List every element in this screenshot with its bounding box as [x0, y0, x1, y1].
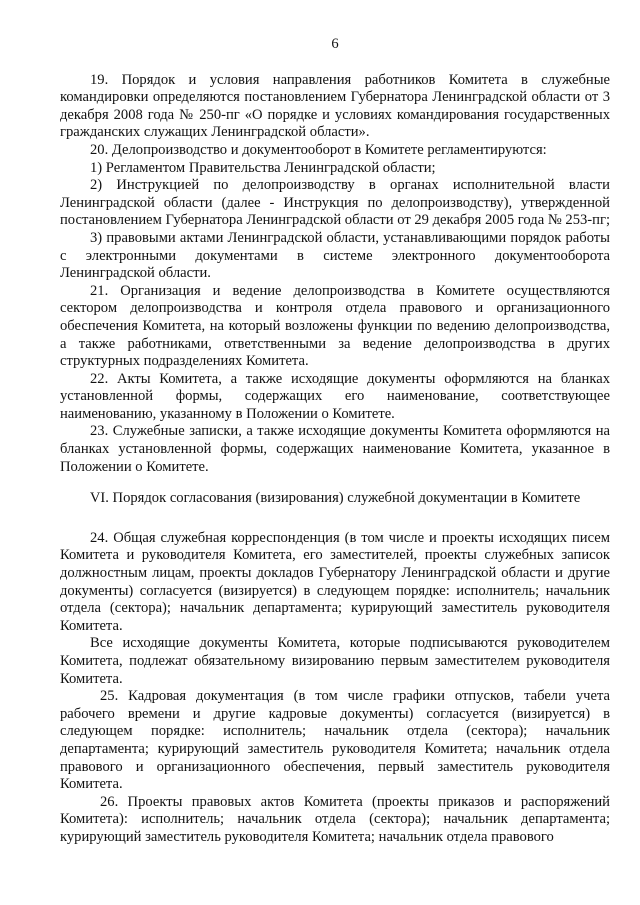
paragraph-24: 24. Общая служебная корреспонденция (в том числе и проекты исходящих писем Комитета и руководителя Комитета, его заместителей, проекты служебных записок должностным лицам, проекты докладов Губернатору Ленинградской области и другие документы) согласуется (визируется) в следующем порядке: исполнитель; начальник отдела (сектора); начальник департамента; курирующий заместитель руководителя Комитета.	[60, 529, 610, 634]
paragraph-26: 26. Проекты правовых актов Комитета (проекты приказов и распоряжений Комитета): исполнитель; начальник отдела (сектора); начальник департамента; курирующий заместитель руководителя Комитета; начальник отдела правового	[60, 793, 610, 845]
paragraph-22: 22. Акты Комитета, а также исходящие документы оформляются на бланках установленной формы, содержащих его наименование, соответствующее наименованию, указанному в Положении о Комитете.	[60, 370, 610, 422]
list-item-1: 1) Регламентом Правительства Ленинградской области;	[90, 159, 436, 176]
list-item-2: 2) Инструкцией по делопроизводству в органах исполнительной власти Ленинградской области (далее - Инструкция по делопроизводству), утвержденной постановлением Губернатора Ленинградской области от 29 декабря 2005 года № 253-пг;	[60, 177, 611, 229]
paragraph-21: 21. Организация и ведение делопроизводства в Комитете осуществляются сектором делопроизводства и контроля отдела правового и организационного обеспечения Комитета, на который возложены функции по ведению делопроизводства, а также работниками, ответственными за ведение делопроизводства в других структурных подразделениях Комитета.	[60, 282, 610, 370]
paragraph-23: 23. Служебные записки, а также исходящие документы Комитета оформляются на бланках установленной формы, содержащих наименование Комитета, указанное в Положении о Комитете.	[60, 423, 610, 475]
page-number: 6	[331, 36, 339, 52]
paragraph-19: 19. Порядок и условия направления работников Комитета в служебные командировки определяются постановлением Губернатора Ленинградской области от 3 декабря 2008 года № 250-пг «О порядке и условиях командирования государственных гражданских служащих Ленинградской области».	[60, 71, 610, 141]
section-heading: VI. Порядок согласования (визирования) служебной документации в Комитете	[89, 490, 581, 507]
list-item-3: 3) правовыми актами Ленинградской области, устанавливающими порядок работы с электронными документами в системе электронного документооборота Ленинградской области.	[60, 229, 610, 282]
paragraph-25: 25. Кадровая документация (в том числе графики отпусков, табели учета рабочего времени и другие кадровые документы) согласуется (визируется) в следующем порядке: исполнитель; начальник отдела (сектора); начальник департамента; курирующий заместитель руководителя Комитета; начальник отдела правового и организационного обеспечения, первый заместитель руководителя Комитета.	[60, 688, 610, 793]
paragraph-24-note: Все исходящие документы Комитета, которые подписываются руководителем Комитета, подлежат обязательному визированию первым заместителем руководителя Комитета.	[60, 635, 610, 687]
paragraph-20: 20. Делопроизводство и документооборот в Комитете регламентируются:	[90, 141, 547, 158]
